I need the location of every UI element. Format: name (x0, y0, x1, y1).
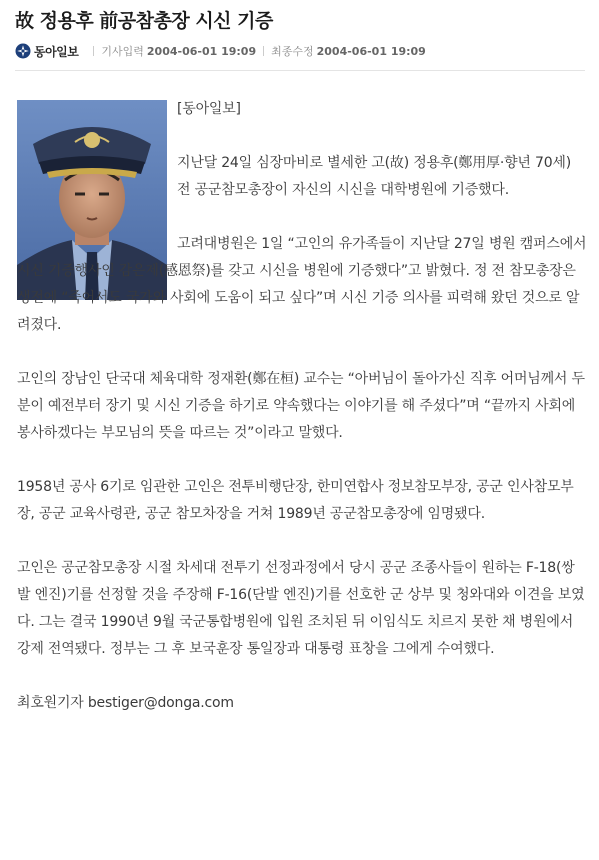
source-logo[interactable] (15, 43, 78, 60)
article-headline: 故 정용후 前공참총장 시신 기증 (15, 10, 273, 32)
article-paragraph: 고인은 공군참모총장 시절 차세대 전투기 선정과정에서 당시 공군 조종사들이 원하는 F-18(쌍발 엔진)기를 선정할 것을 주장해 F-16(단발 엔진)기를 선호한 군 상부 및 청와대와 이견을 보였다. 그는 결국 1990년 9월 국군통합병원에 입원 조치된 뒤 이임식도 치르지 못한 채 병원에서 강제 전역됐다. 정부는 그 후 보국훈장 통일장과 대통령 표창을 그에게 수여했다. (17, 560, 585, 657)
article-paragraph: 고인의 장남인 단국대 체육대학 정재환(鄭在桓) 교수는 “아버님이 돌아가신 직후 어머님께서 두 분이 예전부터 장기 및 시신 기증을 하기로 약속했다는 이야기를 해 주셨다”며 “끝까지 사회에 봉사하겠다는 부모님의 뜻을 따르는 것”이라고 말했다. (17, 371, 585, 441)
published-label: 기사입력 (101, 45, 144, 58)
modified-time: 2004-06-01 19:09 (316, 44, 426, 58)
meta-divider (93, 46, 94, 56)
meta-divider (263, 46, 264, 56)
published-time: 2004-06-01 19:09 (146, 44, 257, 58)
source-name: 동아일보 (34, 44, 79, 59)
article-paragraph: 1958년 공사 6기로 임관한 고인은 전투비행단장, 한미연합사 정보참모부장, 공군 인사참모부장, 공군 교육사령관, 공군 참모차장을 거쳐 1989년 공군참모총장에 임명됐다. (17, 479, 574, 522)
donga-logo-icon (15, 43, 31, 59)
header-divider (15, 70, 585, 71)
modified-label: 최종수정 (271, 45, 314, 58)
article-byline: 최호원기자 bestiger@donga.com (17, 695, 234, 711)
article-meta (15, 40, 585, 62)
article-paragraph: [동아일보] (177, 101, 241, 117)
article-paragraph: 지난달 24일 심장마비로 별세한 고(故) 정용후(鄭用厚·향년 70세) 전 공군참모총장이 자신의 시신을 대학병원에 기증했다. (177, 155, 571, 198)
article-paragraph: 고려대병원은 1일 “고인의 유가족들이 지난달 27일 병원 캠퍼스에서 시신 기증행사인 감은제(感恩祭)를 갖고 시신을 병원에 기증했다”고 밝혔다. 정 전 참모총장은 생전에 “죽어서도 국가와 사회에 도움이 되고 싶다”며 시신 기증 의사를 피력해 왔던 것으로 알려졌다. (17, 236, 587, 333)
article-body (17, 96, 587, 717)
